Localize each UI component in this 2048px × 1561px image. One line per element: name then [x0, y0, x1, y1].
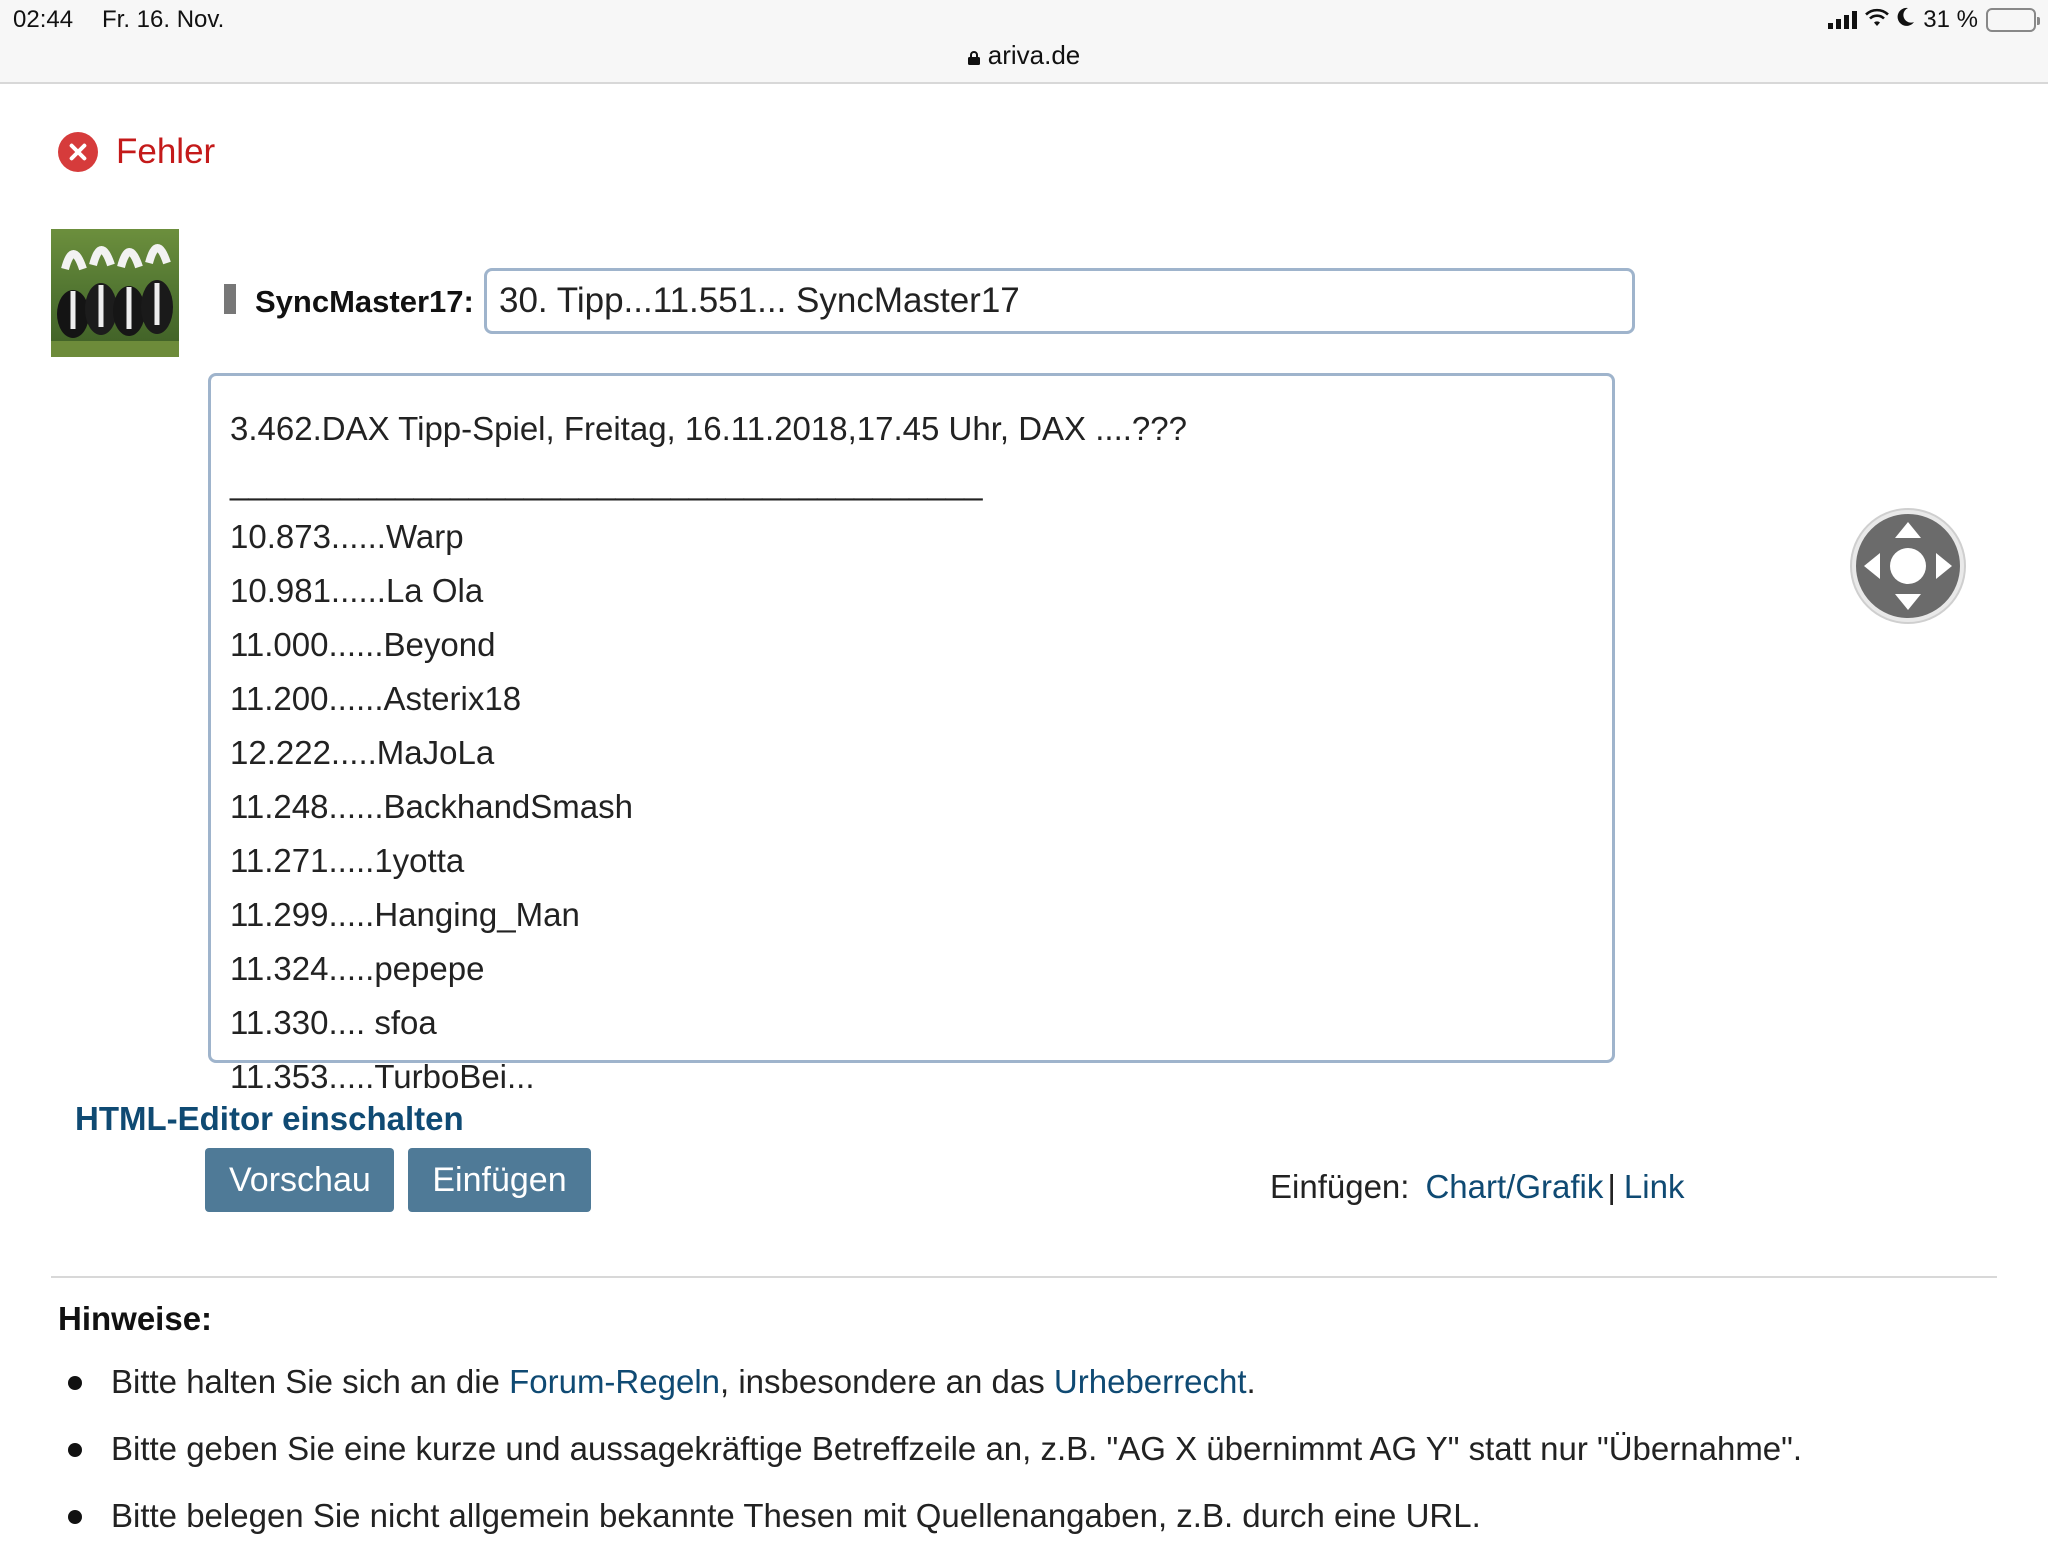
arrow-right-icon[interactable]	[1936, 553, 1952, 579]
quote-marker	[224, 284, 236, 314]
status-icons	[1828, 6, 2036, 34]
error-text: Fehler	[116, 132, 216, 171]
message-line: 11.299.....Hanging_Man	[230, 896, 580, 933]
moon-icon	[1897, 6, 1915, 34]
hint-text: .	[1246, 1363, 1256, 1400]
message-line: 11.200......Asterix18	[230, 680, 522, 717]
battery-percent: 31 %	[1923, 6, 1978, 33]
arrow-up-icon[interactable]	[1895, 522, 1921, 538]
forum-rules-link[interactable]: Forum-Regeln	[509, 1363, 721, 1400]
wifi-icon	[1865, 6, 1889, 34]
nav-control-icon[interactable]	[1852, 510, 1964, 622]
insert-link-link[interactable]: Link	[1623, 1168, 1685, 1205]
html-editor-toggle-link[interactable]: HTML-Editor einschalten	[75, 1100, 464, 1137]
status-time: 02:44	[13, 6, 74, 33]
list-item	[58, 1360, 1802, 1427]
signal-icon	[1828, 11, 1857, 29]
avatar	[51, 229, 179, 357]
error-message	[58, 132, 215, 172]
nav-center-icon[interactable]	[1890, 548, 1926, 584]
insert-separator: |	[1607, 1168, 1616, 1205]
subject-input[interactable]	[484, 268, 1635, 334]
message-content	[230, 402, 1187, 1104]
hint-text: Bitte halten Sie sich an die	[111, 1363, 510, 1400]
message-line: 11.324.....pepepe	[230, 950, 485, 987]
arrow-left-icon[interactable]	[1864, 553, 1880, 579]
hint-text: Bitte geben Sie eine kurze und aussagekräftige Betreffzeile an, z.B. "AG X übernimmt AG Y" statt nur "Übernahme".	[111, 1430, 1803, 1467]
lock-icon	[968, 41, 980, 55]
hints-title: Hinweise:	[58, 1300, 213, 1337]
message-line: 3.462.DAX Tipp-Spiel, Freitag, 16.11.2018,17.45 Uhr, DAX ....???	[230, 410, 1187, 447]
message-line: 11.330.... sfoa	[230, 1004, 437, 1041]
insert-button[interactable]: Einfügen	[408, 1148, 591, 1212]
hint-text: , insbesondere an das	[720, 1363, 1054, 1400]
list-item	[58, 1427, 1802, 1494]
message-line: 10.981......La Ola	[230, 572, 484, 609]
insert-label: Einfügen:	[1270, 1168, 1410, 1205]
message-line: 11.271.....1yotta	[230, 842, 465, 879]
list-item	[58, 1494, 1802, 1561]
message-textarea[interactable]	[208, 373, 1615, 1095]
divider	[51, 1276, 1997, 1278]
status-bar	[0, 0, 2048, 84]
insert-links	[1270, 1168, 1684, 1206]
message-line: 11.353.....TurboBei...	[230, 1058, 535, 1095]
username-label: SyncMaster17:	[255, 284, 474, 319]
status-date: Fr. 16. Nov.	[102, 6, 225, 33]
message-line: 12.222.....MaJoLa	[230, 734, 495, 771]
url-text: ariva.de	[987, 40, 1081, 70]
hint-text: Bitte belegen Sie nicht allgemein bekannte Thesen mit Quellenangaben, z.B. durch eine URL.	[111, 1497, 1481, 1534]
message-line: 11.000......Beyond	[230, 626, 496, 663]
message-line: _________________________________________	[230, 464, 983, 501]
preview-button[interactable]: Vorschau	[205, 1148, 394, 1212]
insert-chart-link[interactable]: Chart/Grafik	[1425, 1168, 1604, 1205]
bullet-icon	[68, 1376, 82, 1390]
address-bar[interactable]	[0, 40, 2048, 71]
message-line: 10.873......Warp	[230, 518, 464, 555]
bullet-icon	[68, 1443, 82, 1457]
battery-icon	[1986, 8, 2036, 32]
copyright-link[interactable]: Urheberrecht	[1053, 1363, 1247, 1400]
error-circle-icon	[58, 132, 98, 172]
hints-list	[58, 1360, 1802, 1561]
message-line: 11.248......BackhandSmash	[230, 788, 633, 825]
arrow-down-icon[interactable]	[1895, 594, 1921, 610]
bullet-icon	[68, 1510, 82, 1524]
